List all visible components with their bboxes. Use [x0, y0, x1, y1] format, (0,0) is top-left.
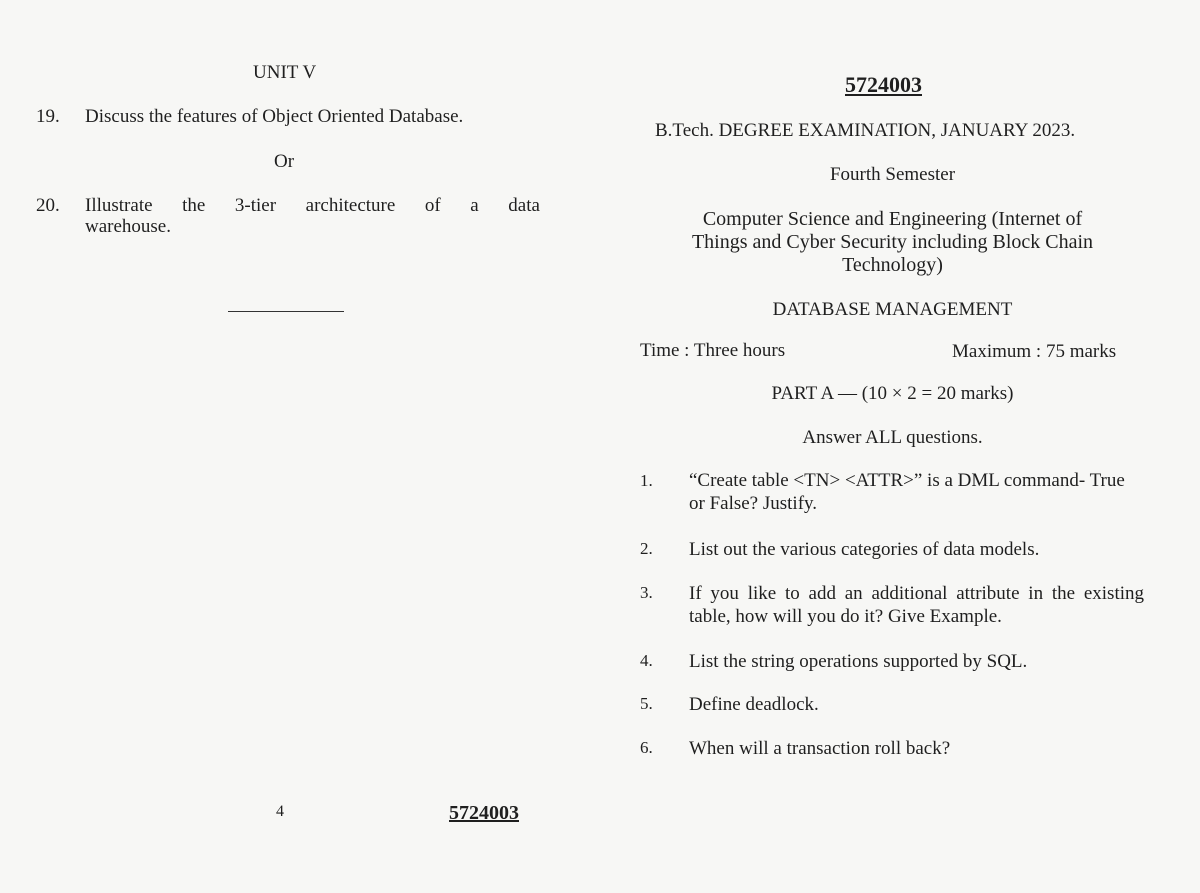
subject-title: DATABASE MANAGEMENT	[772, 299, 1013, 320]
question-word: 3-tier	[234, 195, 277, 216]
question-text-line	[85, 195, 540, 217]
end-divider	[228, 311, 344, 312]
question-number: 5.	[640, 694, 653, 713]
question-text: If you like to add an additional attribute in the existing table, how will you do it? Give Example.	[689, 583, 1144, 627]
question-text: Discuss the features of Object Oriented Database.	[85, 106, 464, 127]
course-line: Things and Cyber Security including Block Chain	[691, 231, 1094, 253]
question-word: the	[182, 195, 206, 216]
question-number: 6.	[640, 738, 653, 757]
question-word: data	[508, 195, 540, 216]
question-number: 1.	[640, 471, 653, 490]
exam-title: B.Tech. DEGREE EXAMINATION, JANUARY 2023.	[655, 120, 1076, 141]
question-text: Define deadlock.	[689, 694, 819, 715]
question-text-line: warehouse.	[85, 216, 171, 237]
question-text: List the string operations supported by SQL.	[689, 651, 1028, 672]
instruction: Answer ALL questions.	[802, 427, 983, 448]
question-number: 2.	[640, 539, 653, 558]
question-text: When will a transaction roll back?	[689, 738, 951, 759]
unit-heading: UNIT V	[253, 62, 317, 83]
time-allowed: Time : Three hours	[640, 340, 786, 361]
paper-code: 5724003	[845, 72, 922, 97]
or-label: Or	[274, 151, 295, 172]
course-line: Technology)	[842, 254, 943, 276]
page-number: 4	[276, 803, 284, 820]
question-word: a	[470, 195, 479, 216]
course-line: Computer Science and Engineering (Internet of	[702, 208, 1083, 230]
question-text: List out the various categories of data models.	[689, 539, 1040, 560]
question-number: 4.	[640, 651, 653, 670]
question-word: architecture	[305, 195, 396, 216]
question-word: Illustrate	[85, 195, 153, 216]
question-word: of	[424, 195, 441, 216]
course-name	[640, 208, 1145, 277]
question-number: 3.	[640, 583, 653, 602]
question-number: 19.	[36, 106, 60, 127]
question-text: “Create table <TN> <ATTR>” is a DML command- True or False? Justify.	[689, 470, 1125, 514]
maximum-marks: Maximum : 75 marks	[952, 341, 1117, 362]
question-number: 20.	[36, 195, 60, 216]
part-heading: PART A — (10 × 2 = 20 marks)	[771, 383, 1014, 404]
footer-paper-code: 5724003	[449, 802, 519, 824]
semester: Fourth Semester	[829, 164, 956, 185]
